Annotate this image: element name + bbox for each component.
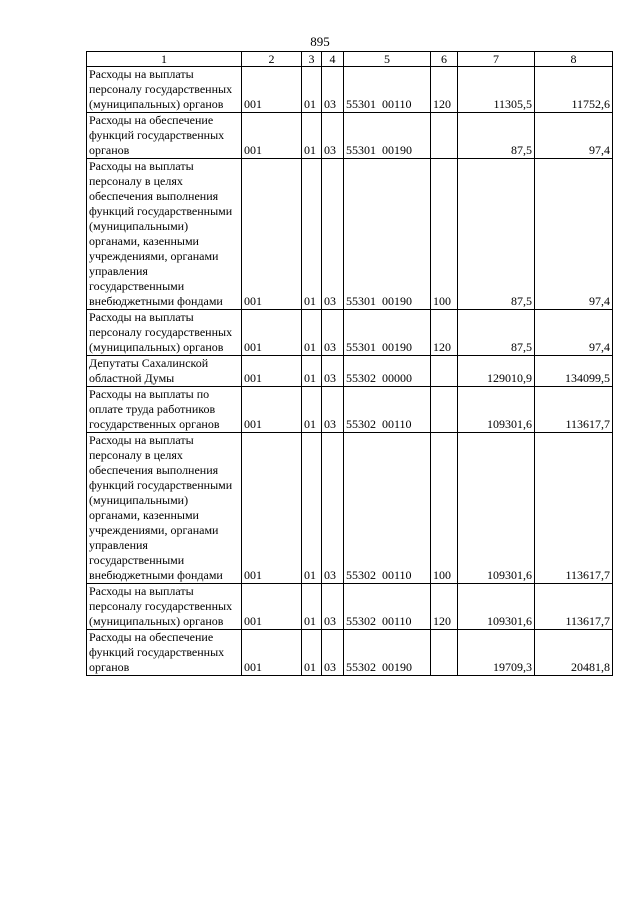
table-row: [87, 356, 613, 387]
cell-amount-1: 87,5: [458, 159, 535, 310]
table-row: [87, 310, 613, 356]
cell-section: 01: [302, 630, 322, 676]
table-row: [87, 630, 613, 676]
row-name: Депутаты Сахалинской областной Думы: [87, 356, 242, 387]
cell-amount-1: 109301,6: [458, 584, 535, 630]
column-header: 5: [344, 52, 431, 67]
cell-subsection: 03: [322, 159, 344, 310]
cell-expense-type: 120: [431, 310, 458, 356]
column-header: 4: [322, 52, 344, 67]
cell-ministry: 001: [242, 433, 302, 584]
cell-target-article: 55301 00110: [344, 67, 431, 113]
cell-amount-2: 134099,5: [535, 356, 613, 387]
cell-amount-1: 87,5: [458, 310, 535, 356]
cell-amount-1: 11305,5: [458, 67, 535, 113]
cell-subsection: 03: [322, 584, 344, 630]
cell-ministry: 001: [242, 113, 302, 159]
cell-amount-2: 113617,7: [535, 387, 613, 433]
cell-ministry: 001: [242, 584, 302, 630]
cell-section: 01: [302, 584, 322, 630]
row-name: Расходы на обеспечение функций государственных органов: [87, 630, 242, 676]
table-row: [87, 584, 613, 630]
row-name: Расходы на обеспечение функций государственных органов: [87, 113, 242, 159]
cell-amount-1: 129010,9: [458, 356, 535, 387]
cell-target-article: 55302 00110: [344, 387, 431, 433]
cell-expense-type: [431, 113, 458, 159]
cell-target-article: 55301 00190: [344, 159, 431, 310]
table-row: [87, 159, 613, 310]
cell-ministry: 001: [242, 159, 302, 310]
cell-ministry: 001: [242, 387, 302, 433]
cell-ministry: 001: [242, 67, 302, 113]
budget-table: [86, 51, 613, 676]
cell-expense-type: 120: [431, 67, 458, 113]
cell-expense-type: 100: [431, 433, 458, 584]
cell-target-article: 55302 00190: [344, 630, 431, 676]
cell-subsection: 03: [322, 433, 344, 584]
cell-section: 01: [302, 356, 322, 387]
column-header: 2: [242, 52, 302, 67]
row-name: Расходы на выплаты персоналу государственных (муниципальных) органов: [87, 310, 242, 356]
cell-target-article: 55302 00110: [344, 584, 431, 630]
cell-expense-type: 100: [431, 159, 458, 310]
cell-subsection: 03: [322, 310, 344, 356]
cell-ministry: 001: [242, 310, 302, 356]
table-row: [87, 113, 613, 159]
cell-target-article: 55302 00110: [344, 433, 431, 584]
cell-ministry: 001: [242, 630, 302, 676]
cell-amount-2: 97,4: [535, 310, 613, 356]
cell-expense-type: 120: [431, 584, 458, 630]
row-name: Расходы на выплаты персоналу в целях обеспечения выполнения функций государственными (муниципальными) органами, казенными учреждениями, органами управления государственными внебюджетными фондами: [87, 159, 242, 310]
cell-amount-1: 87,5: [458, 113, 535, 159]
cell-section: 01: [302, 67, 322, 113]
page-number: 895: [310, 34, 330, 49]
cell-target-article: 55302 00000: [344, 356, 431, 387]
cell-subsection: 03: [322, 67, 344, 113]
cell-amount-1: 19709,3: [458, 630, 535, 676]
column-header: 3: [302, 52, 322, 67]
column-header: 7: [458, 52, 535, 67]
cell-section: 01: [302, 433, 322, 584]
cell-amount-2: 11752,6: [535, 67, 613, 113]
cell-ministry: 001: [242, 356, 302, 387]
cell-expense-type: [431, 356, 458, 387]
cell-amount-2: 113617,7: [535, 433, 613, 584]
cell-target-article: 55301 00190: [344, 310, 431, 356]
cell-subsection: 03: [322, 113, 344, 159]
row-name: Расходы на выплаты персоналу государственных (муниципальных) органов: [87, 67, 242, 113]
cell-section: 01: [302, 159, 322, 310]
cell-section: 01: [302, 113, 322, 159]
table-row: [87, 67, 613, 113]
cell-amount-2: 97,4: [535, 113, 613, 159]
cell-target-article: 55301 00190: [344, 113, 431, 159]
row-name: Расходы на выплаты персоналу в целях обеспечения выполнения функций государственными (муниципальными) органами, казенными учреждениями, органами управления государственными внебюджетными фондами: [87, 433, 242, 584]
cell-subsection: 03: [322, 356, 344, 387]
cell-amount-2: 20481,8: [535, 630, 613, 676]
cell-section: 01: [302, 310, 322, 356]
cell-amount-2: 97,4: [535, 159, 613, 310]
cell-amount-1: 109301,6: [458, 387, 535, 433]
cell-subsection: 03: [322, 387, 344, 433]
column-header: 1: [87, 52, 242, 67]
cell-expense-type: [431, 387, 458, 433]
cell-expense-type: [431, 630, 458, 676]
column-header: 8: [535, 52, 613, 67]
table-row: [87, 433, 613, 584]
cell-subsection: 03: [322, 630, 344, 676]
table-row: [87, 387, 613, 433]
row-name: Расходы на выплаты персоналу государственных (муниципальных) органов: [87, 584, 242, 630]
cell-amount-2: 113617,7: [535, 584, 613, 630]
table-header-row: [87, 52, 613, 67]
row-name: Расходы на выплаты по оплате труда работников государственных органов: [87, 387, 242, 433]
cell-amount-1: 109301,6: [458, 433, 535, 584]
column-header: 6: [431, 52, 458, 67]
cell-section: 01: [302, 387, 322, 433]
